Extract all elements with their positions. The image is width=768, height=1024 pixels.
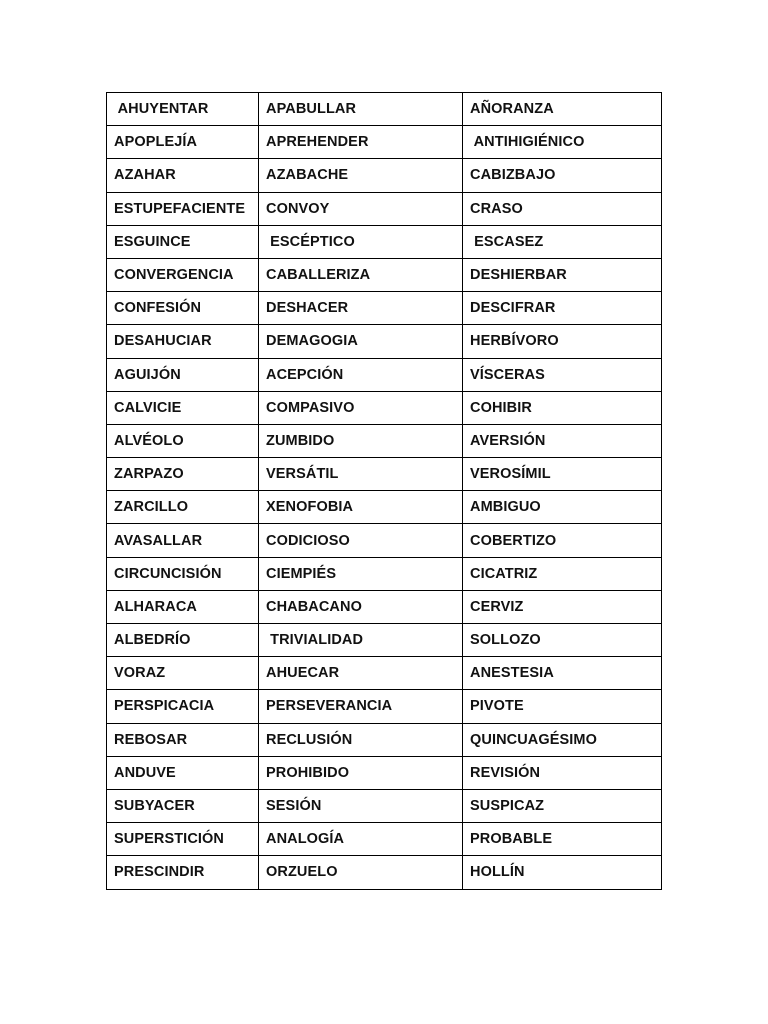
table-cell: ANDUVE [107, 756, 259, 789]
table-cell: PERSEVERANCIA [259, 690, 463, 723]
table-cell: DESAHUCIAR [107, 325, 259, 358]
table-row [107, 424, 662, 457]
table-row [107, 358, 662, 391]
table-cell: VÍSCERAS [463, 358, 662, 391]
table-cell: SUPERSTICIÓN [107, 823, 259, 856]
table-row [107, 657, 662, 690]
table-cell: ZUMBIDO [259, 424, 463, 457]
table-cell: AGUIJÓN [107, 358, 259, 391]
table-cell: AZABACHE [259, 159, 463, 192]
table-row [107, 557, 662, 590]
table-cell: APREHENDER [259, 126, 463, 159]
table-row [107, 159, 662, 192]
table-cell: CABALLERIZA [259, 258, 463, 291]
table-cell: PERSPICACIA [107, 690, 259, 723]
table-cell: ACEPCIÓN [259, 358, 463, 391]
table-cell: AVERSIÓN [463, 424, 662, 457]
table-cell: COMPASIVO [259, 391, 463, 424]
table-cell: TRIVIALIDAD [259, 624, 463, 657]
table-cell: ALVÉOLO [107, 424, 259, 457]
table-cell: AVASALLAR [107, 524, 259, 557]
table-row [107, 225, 662, 258]
table-cell: SESIÓN [259, 789, 463, 822]
table-cell: AÑORANZA [463, 93, 662, 126]
table-cell: VEROSÍMIL [463, 458, 662, 491]
table-cell: APOPLEJÍA [107, 126, 259, 159]
table-cell: ESCÉPTICO [259, 225, 463, 258]
table-cell: CICATRIZ [463, 557, 662, 590]
table-row [107, 524, 662, 557]
table-cell: AHUECAR [259, 657, 463, 690]
table-cell: CIEMPIÉS [259, 557, 463, 590]
table-cell: VERSÁTIL [259, 458, 463, 491]
table-cell: CIRCUNCISIÓN [107, 557, 259, 590]
table-cell: PROHIBIDO [259, 756, 463, 789]
table-cell: HERBÍVORO [463, 325, 662, 358]
table-row [107, 126, 662, 159]
table-cell: ESTUPEFACIENTE [107, 192, 259, 225]
table-cell: AZAHAR [107, 159, 259, 192]
table-cell: AHUYENTAR [107, 93, 259, 126]
table-row [107, 93, 662, 126]
table-row [107, 823, 662, 856]
table-cell: ORZUELO [259, 856, 463, 889]
table-cell: DESHIERBAR [463, 258, 662, 291]
table-cell: VORAZ [107, 657, 259, 690]
table-cell: PIVOTE [463, 690, 662, 723]
table-cell: HOLLÍN [463, 856, 662, 889]
table-cell: PRESCINDIR [107, 856, 259, 889]
table-cell: RECLUSIÓN [259, 723, 463, 756]
table-cell: ALHARACA [107, 590, 259, 623]
table-row [107, 292, 662, 325]
table-row [107, 690, 662, 723]
table-cell: ZARCILLO [107, 491, 259, 524]
table-row [107, 491, 662, 524]
table-cell: ANTIHIGIÉNICO [463, 126, 662, 159]
table-cell: ALBEDRÍO [107, 624, 259, 657]
table-cell: PROBABLE [463, 823, 662, 856]
table-cell: DEMAGOGIA [259, 325, 463, 358]
table-row [107, 192, 662, 225]
table-cell: CODICIOSO [259, 524, 463, 557]
table-row [107, 624, 662, 657]
table-cell: SOLLOZO [463, 624, 662, 657]
table-cell: DESHACER [259, 292, 463, 325]
table-cell: SUSPICAZ [463, 789, 662, 822]
table-row [107, 391, 662, 424]
table-cell: CONFESIÓN [107, 292, 259, 325]
table-cell: CABIZBAJO [463, 159, 662, 192]
table-cell: CERVIZ [463, 590, 662, 623]
table-cell: REBOSAR [107, 723, 259, 756]
table-row [107, 590, 662, 623]
word-table [106, 92, 662, 890]
table-cell: COHIBIR [463, 391, 662, 424]
table-cell: QUINCUAGÉSIMO [463, 723, 662, 756]
table-cell: ESCASEZ [463, 225, 662, 258]
table-cell: CONVOY [259, 192, 463, 225]
table-cell: REVISIÓN [463, 756, 662, 789]
word-table-body [107, 93, 662, 890]
table-cell: CONVERGENCIA [107, 258, 259, 291]
table-cell: APABULLAR [259, 93, 463, 126]
table-cell: XENOFOBIA [259, 491, 463, 524]
table-row [107, 856, 662, 889]
table-row [107, 325, 662, 358]
table-cell: COBERTIZO [463, 524, 662, 557]
table-cell: DESCIFRAR [463, 292, 662, 325]
table-row [107, 258, 662, 291]
table-cell: AMBIGUO [463, 491, 662, 524]
table-cell: CALVICIE [107, 391, 259, 424]
table-cell: SUBYACER [107, 789, 259, 822]
table-row [107, 756, 662, 789]
table-row [107, 458, 662, 491]
table-cell: ANESTESIA [463, 657, 662, 690]
table-row [107, 723, 662, 756]
table-cell: ANALOGÍA [259, 823, 463, 856]
table-cell: ESGUINCE [107, 225, 259, 258]
table-cell: CHABACANO [259, 590, 463, 623]
table-cell: ZARPAZO [107, 458, 259, 491]
table-cell: CRASO [463, 192, 662, 225]
table-row [107, 789, 662, 822]
